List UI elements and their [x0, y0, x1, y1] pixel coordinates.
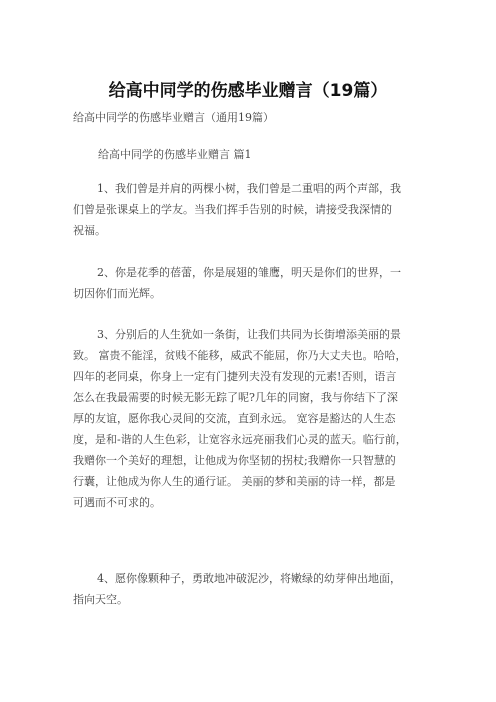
- paragraph-1: [73, 178, 425, 241]
- paragraph-line: 祝福。: [73, 224, 106, 237]
- paragraph-line: 度，是和-谐的人生色彩，让宽容永远亮丽我们心灵的蓝天。临行前，: [73, 433, 407, 446]
- paragraph-line: 3、分别后的人生犹如一条街，让我们共同为长街增添美丽的景: [97, 328, 401, 341]
- paragraph-line: 4、愿你像颗种子，勇敢地冲破泥沙，将嫩绿的幼芽伸出地面，: [97, 572, 401, 585]
- paragraph-line: 我赠你一个美好的理想，让他成为你坚韧的拐杖;我赠你一只智慧的: [73, 454, 396, 467]
- paragraph-line: 致。 富贵不能淫，贫贱不能移，威武不能屈，你乃大丈夫也。哈哈，: [73, 349, 407, 362]
- paragraph-line: 1、我们曾是并肩的两棵小树，我们曾是二重唱的两个声部，我: [97, 182, 401, 195]
- paragraph-line: 切因你们而光辉。: [73, 287, 161, 300]
- paragraph-line: 厚的友谊，愿你我心灵间的交流，直到永远。 宽容是豁达的人生态: [73, 412, 396, 425]
- paragraph-4: [73, 568, 425, 610]
- document-subtitle: 给高中同学的伤感毕业赠言（通用19篇）: [73, 111, 274, 124]
- section-heading: 给高中同学的伤感毕业赠言 篇1: [98, 148, 252, 161]
- paragraph-3: [73, 324, 425, 513]
- paragraph-line: 们曾是张课桌上的学友。当我们挥手告别的时候，请接受我深情的: [73, 203, 392, 216]
- paragraph-2: [73, 262, 425, 304]
- paragraph-line: 可遇而不可求的。: [73, 496, 161, 509]
- paragraph-line: 2、你是花季的蓓蕾，你是展翅的雏鹰，明天是你们的世界，一: [97, 266, 401, 279]
- paragraph-line: 四年的老同桌，你身上一定有门捷列夫没有发现的元素!否则，语言: [73, 370, 397, 383]
- paragraph-line: 指向天空。: [73, 593, 128, 606]
- paragraph-line: 怎么在我最需要的时候无影无踪了呢?几年的同窗，我与你结下了深: [73, 391, 398, 404]
- document-title: 给高中同学的伤感毕业赠言（19篇）: [108, 81, 388, 101]
- paragraph-line: 行囊，让他成为你人生的通行证。 美丽的梦和美丽的诗一样，都是: [73, 475, 396, 488]
